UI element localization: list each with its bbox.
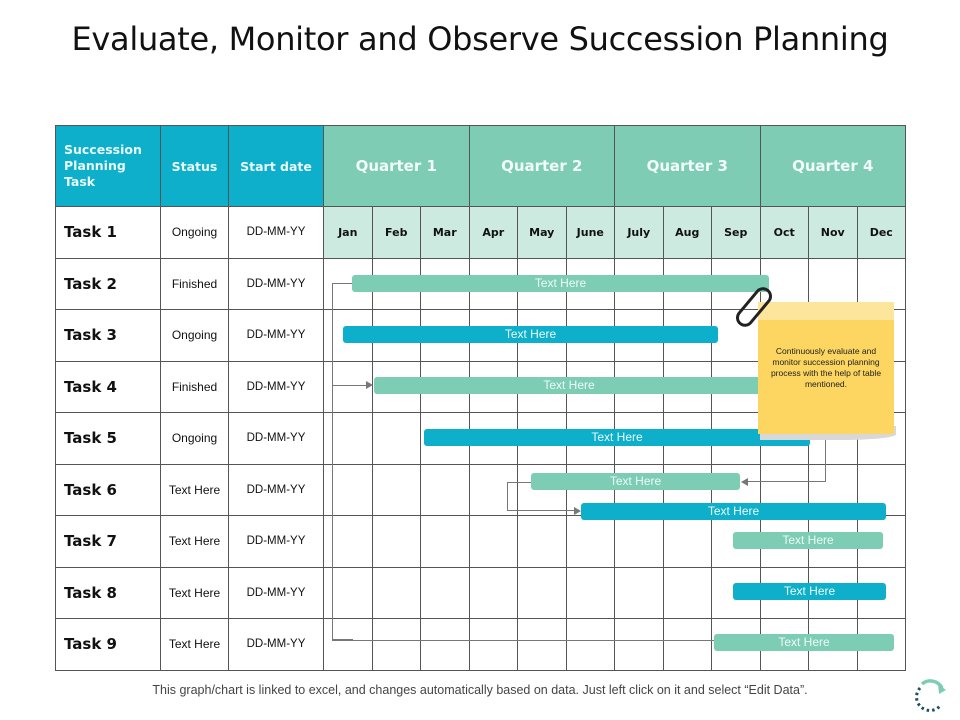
- task-name: Task 3: [56, 310, 161, 362]
- footer-note: This graph/chart is linked to excel, and changes automatically based on data. Just left click on it and select “Edit Data”.: [152, 683, 808, 697]
- gantt-bar[interactable]: Text Here: [374, 377, 764, 394]
- table-row: [56, 207, 906, 259]
- arrow-head-icon: [574, 507, 581, 515]
- gantt-bar[interactable]: Text Here: [733, 532, 883, 549]
- task-name: Task 2: [56, 258, 161, 310]
- task-name: Task 4: [56, 361, 161, 413]
- task-start-date: DD-MM-YY: [229, 619, 324, 671]
- gantt-bar[interactable]: Text Here: [343, 326, 718, 343]
- task-start-date: DD-MM-YY: [229, 310, 324, 362]
- task-status: Text Here: [161, 619, 229, 671]
- task-start-date: DD-MM-YY: [229, 361, 324, 413]
- connector-line: [332, 640, 714, 641]
- month-june: June: [566, 207, 615, 259]
- month-may: May: [518, 207, 567, 259]
- month-apr: Apr: [469, 207, 518, 259]
- task-status: Text Here: [161, 516, 229, 568]
- connector-line: [332, 385, 368, 386]
- quarter-3-header: Quarter 3: [615, 126, 761, 207]
- month-feb: Feb: [372, 207, 421, 259]
- quarter-1-header: Quarter 1: [324, 126, 470, 207]
- sticky-note: [758, 302, 894, 434]
- month-oct: Oct: [760, 207, 809, 259]
- gantt-bar[interactable]: Text Here: [733, 583, 886, 600]
- gantt-bar[interactable]: Text Here: [581, 503, 886, 520]
- header-row: [56, 126, 906, 207]
- task-start-date: DD-MM-YY: [229, 413, 324, 465]
- task-name: Task 1: [56, 207, 161, 259]
- gantt-bar[interactable]: Text Here: [424, 429, 810, 446]
- start-date-column-header: Start date: [229, 126, 324, 207]
- task-status: Ongoing: [161, 413, 229, 465]
- task-name: Task 9: [56, 619, 161, 671]
- month-mar: Mar: [421, 207, 470, 259]
- task-status: Text Here: [161, 567, 229, 619]
- month-aug: Aug: [663, 207, 712, 259]
- sticky-note-band: [758, 302, 894, 320]
- task-column-header: Succession Planning Task: [56, 126, 161, 207]
- month-jan: Jan: [324, 207, 373, 259]
- task-status: Finished: [161, 361, 229, 413]
- quarter-4-header: Quarter 4: [760, 126, 906, 207]
- task-status: Text Here: [161, 464, 229, 516]
- quarter-2-header: Quarter 2: [469, 126, 615, 207]
- gantt-bar[interactable]: Text Here: [531, 473, 740, 490]
- month-nov: Nov: [809, 207, 858, 259]
- sticky-note-text: Continuously evaluate and monitor succession planning process with the help of table mentioned.: [770, 346, 882, 389]
- task-name: Task 8: [56, 567, 161, 619]
- status-column-header: Status: [161, 126, 229, 207]
- month-july: July: [615, 207, 664, 259]
- month-dec: Dec: [857, 207, 906, 259]
- task-status: Finished: [161, 258, 229, 310]
- month-sep: Sep: [712, 207, 761, 259]
- task-name: Task 6: [56, 464, 161, 516]
- arrow-head-icon: [741, 478, 748, 486]
- gantt-bar[interactable]: Text Here: [352, 275, 769, 292]
- arrow-head-icon: [366, 381, 373, 389]
- task-start-date: DD-MM-YY: [229, 516, 324, 568]
- task-start-date: DD-MM-YY: [229, 207, 324, 259]
- task-start-date: DD-MM-YY: [229, 464, 324, 516]
- task-status: Ongoing: [161, 310, 229, 362]
- refresh-icon[interactable]: [912, 676, 948, 712]
- task-status: Ongoing: [161, 207, 229, 259]
- task-name: Task 7: [56, 516, 161, 568]
- task-name: Task 5: [56, 413, 161, 465]
- page-title: Evaluate, Monitor and Observe Succession Planning: [71, 20, 889, 58]
- task-start-date: DD-MM-YY: [229, 567, 324, 619]
- gantt-bar[interactable]: Text Here: [714, 634, 894, 651]
- task-start-date: DD-MM-YY: [229, 258, 324, 310]
